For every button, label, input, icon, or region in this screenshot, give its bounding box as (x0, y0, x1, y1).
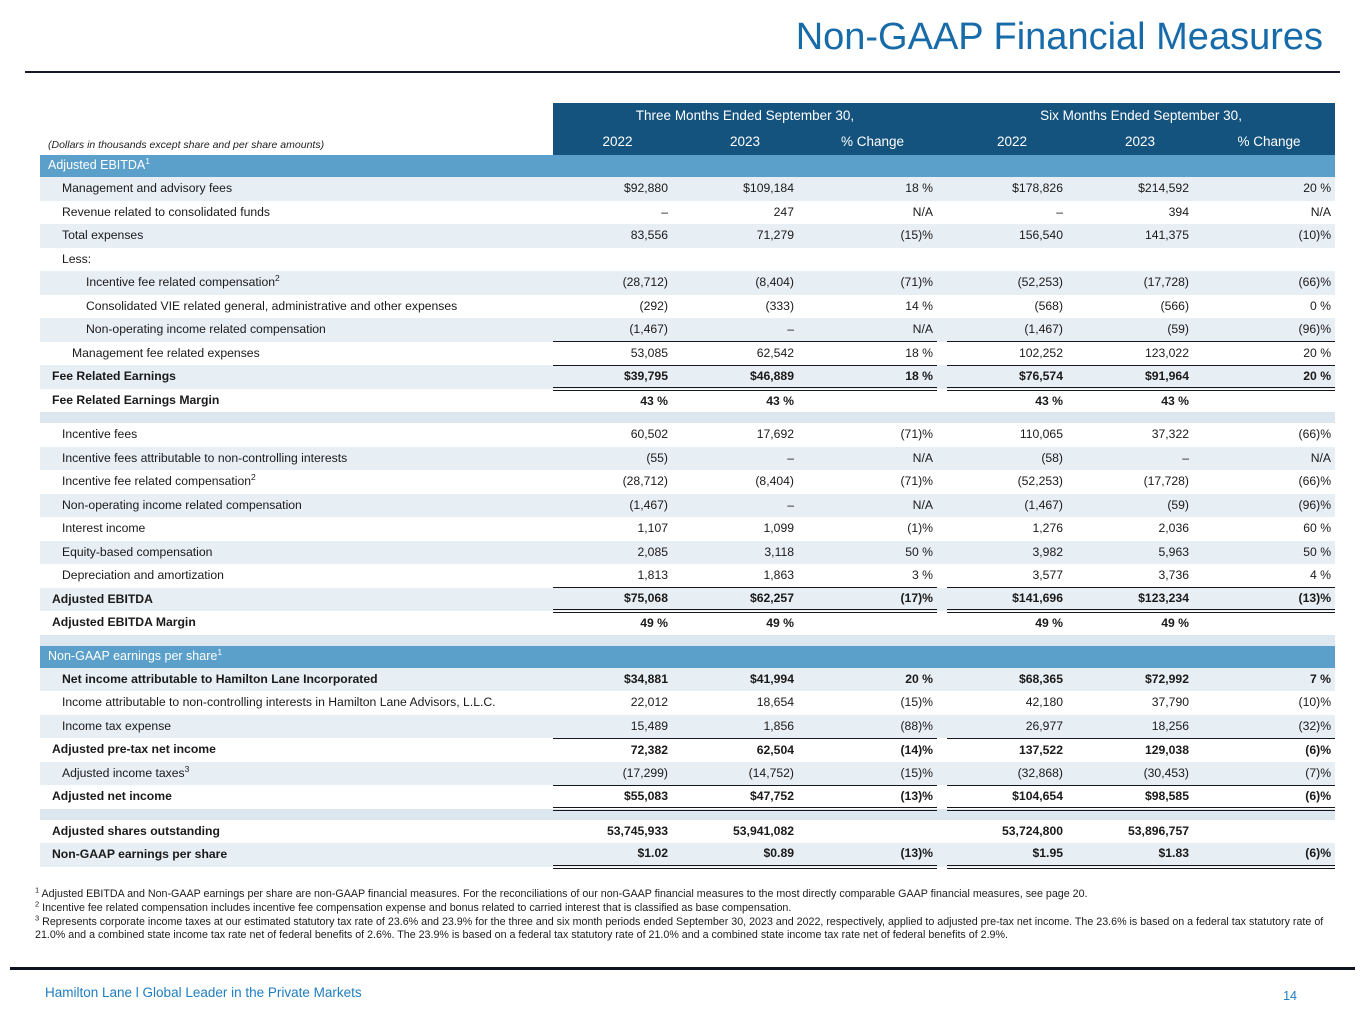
cell: (8,404) (682, 470, 808, 494)
cell: 3,736 (1077, 564, 1203, 588)
row-label: Equity-based compensation (40, 541, 553, 565)
cell: 1,863 (682, 564, 808, 588)
cell: 37,790 (1077, 691, 1203, 715)
cell: (292) (553, 295, 682, 319)
table-row (40, 271, 1335, 295)
row-label: Fee Related Earnings (40, 365, 553, 389)
column-gap (937, 691, 947, 715)
row-label: Incentive fee related compensation$^2$ (40, 470, 553, 494)
header-gap (937, 103, 947, 128)
footnote: $^3$ Represents corporate income taxes at our estimated statutory tax rate of 23.6% and 23.9% for the three and six month periods ended September 30, 2023 and 2022, respectively, applied to adjusted pre-tax net income. The 23.6% is based on a federal tax statutory rate of 21.0% and a combined state income tax rate net of federal benefits of 2.6%. The 23.9% is based on a federal tax statutory rate of 21.0% and a combined state income tax rate net of federal benefits of 2.9%. (35, 913, 1324, 942)
cell: (14,752) (682, 762, 808, 786)
column-gap (937, 295, 947, 319)
row-label: Less: (40, 248, 553, 272)
column-gap (937, 588, 947, 612)
cell: (6)% (1203, 785, 1335, 809)
cell: 4 % (1203, 564, 1335, 588)
cell: (32,868) (947, 762, 1077, 786)
cell: $1.95 (947, 843, 1077, 867)
column-gap (937, 224, 947, 248)
cell: 49 % (682, 611, 808, 635)
column-gap (937, 271, 947, 295)
cell: 62,542 (682, 342, 808, 366)
table-row (40, 365, 1335, 389)
cell: (55) (553, 447, 682, 471)
footnote: $^1$ Adjusted EBITDA and Non-GAAP earnings per share are non-GAAP financial measures. For the reconciliations of our non-GAAP financial measures to the most directly comparable GAAP financial measures, see page 20. (35, 885, 1088, 900)
cell: $178,826 (947, 177, 1077, 201)
column-gap (937, 738, 947, 762)
col-group-three-months: Three Months Ended September 30, (553, 103, 937, 128)
table-row (40, 517, 1335, 541)
table-row (40, 224, 1335, 248)
cell: (10)% (1203, 224, 1335, 248)
column-gap (937, 668, 947, 692)
cell: 83,556 (553, 224, 682, 248)
cell: 43 % (1077, 389, 1203, 413)
table-row (40, 389, 1335, 413)
row-label: Adjusted net income (40, 785, 553, 809)
cell (1203, 248, 1335, 272)
row-label: Incentive fees (40, 423, 553, 447)
column-gap (937, 447, 947, 471)
table-row (40, 738, 1335, 762)
cell: 18 % (808, 365, 937, 389)
cell: 50 % (1203, 541, 1335, 565)
cell: (1,467) (947, 318, 1077, 342)
cell: $41,994 (682, 668, 808, 692)
cell: N/A (808, 201, 937, 225)
cell: 394 (1077, 201, 1203, 225)
cell: 5,963 (1077, 541, 1203, 565)
cell: (14)% (808, 738, 937, 762)
cell: – (947, 201, 1077, 225)
row-label: Incentive fee related compensation$^2$ (40, 271, 553, 295)
column-gap (937, 470, 947, 494)
column-header-row (40, 128, 1335, 155)
cell (1077, 248, 1203, 272)
cell (1203, 611, 1335, 635)
row-label: Income attributable to non-controlling interests in Hamilton Lane Advisors, L.L.C. (40, 691, 553, 715)
table-header (40, 103, 1335, 155)
row-label: Fee Related Earnings Margin (40, 389, 553, 413)
table-row (40, 762, 1335, 786)
cell: $214,592 (1077, 177, 1203, 201)
cell: 60,502 (553, 423, 682, 447)
row-label: Adjusted pre-tax net income (40, 738, 553, 762)
cell: 53,745,933 (553, 820, 682, 844)
row-label: Non-operating income related compensation (40, 494, 553, 518)
cell: 15,489 (553, 715, 682, 739)
cell: 53,085 (553, 342, 682, 366)
table-row (40, 248, 1335, 272)
cell: 53,941,082 (682, 820, 808, 844)
cell: (15)% (808, 762, 937, 786)
column-gap (937, 843, 947, 867)
cell: 43 % (682, 389, 808, 413)
cell: 43 % (553, 389, 682, 413)
cell: (32)% (1203, 715, 1335, 739)
row-label: Non-operating income related compensation (40, 318, 553, 342)
cell: N/A (808, 447, 937, 471)
cell: 17,692 (682, 423, 808, 447)
cell: $123,234 (1077, 588, 1203, 612)
column-gap (937, 389, 947, 413)
cell: 137,522 (947, 738, 1077, 762)
cell: 3 % (808, 564, 937, 588)
cell: $68,365 (947, 668, 1077, 692)
spacer-row (40, 412, 1335, 423)
cell: – (1077, 447, 1203, 471)
cell: (17,728) (1077, 271, 1203, 295)
cell: 20 % (1203, 342, 1335, 366)
cell: 72,382 (553, 738, 682, 762)
spacer-row (40, 809, 1335, 820)
table-row (40, 541, 1335, 565)
cell: 22,012 (553, 691, 682, 715)
row-label: Adjusted EBITDA Margin (40, 611, 553, 635)
cell: (13)% (808, 843, 937, 867)
spacer (40, 809, 1335, 820)
row-label: Management and advisory fees (40, 177, 553, 201)
column-gap (937, 541, 947, 565)
title-divider (25, 71, 1340, 73)
row-label: Adjusted income taxes$^3$ (40, 762, 553, 786)
cell: (71)% (808, 470, 937, 494)
cell: 156,540 (947, 224, 1077, 248)
column-gap (937, 201, 947, 225)
cell: (59) (1077, 494, 1203, 518)
cell: (96)% (1203, 318, 1335, 342)
cell: 141,375 (1077, 224, 1203, 248)
cell: (66)% (1203, 470, 1335, 494)
column-gap (937, 248, 947, 272)
cell: – (682, 318, 808, 342)
spacer (40, 412, 1335, 423)
cell: $72,992 (1077, 668, 1203, 692)
cell: $47,752 (682, 785, 808, 809)
cell: (88)% (808, 715, 937, 739)
cell: 1,107 (553, 517, 682, 541)
table-row (40, 668, 1335, 692)
cell: (17)% (808, 588, 937, 612)
row-label: Incentive fees attributable to non-controlling interests (40, 447, 553, 471)
cell (808, 611, 937, 635)
financial-table (40, 103, 1335, 869)
cell: 20 % (1203, 365, 1335, 389)
cell (808, 389, 937, 413)
cell: – (682, 447, 808, 471)
col-group-six-months: Six Months Ended September 30, (947, 103, 1335, 128)
col-header-2022-6m: 2022 (947, 128, 1077, 155)
cell: (59) (1077, 318, 1203, 342)
column-gap (937, 715, 947, 739)
cell: $109,184 (682, 177, 808, 201)
cell: 0 % (1203, 295, 1335, 319)
cell: (1,467) (553, 318, 682, 342)
cell: N/A (1203, 201, 1335, 225)
column-gap (937, 342, 947, 366)
row-label: Adjusted shares outstanding (40, 820, 553, 844)
cell: 18,654 (682, 691, 808, 715)
header-corner (40, 103, 553, 128)
cell: 2,036 (1077, 517, 1203, 541)
cell: $98,585 (1077, 785, 1203, 809)
table-row (40, 201, 1335, 225)
cell: $34,881 (553, 668, 682, 692)
cell: 247 (682, 201, 808, 225)
cell: $1.02 (553, 843, 682, 867)
cell: 102,252 (947, 342, 1077, 366)
cell: 2,085 (553, 541, 682, 565)
page-title: Non-GAAP Financial Measures (795, 16, 1323, 58)
column-group-row (40, 103, 1335, 128)
cell: (6)% (1203, 738, 1335, 762)
table-row (40, 494, 1335, 518)
cell: (15)% (808, 224, 937, 248)
cell: 60 % (1203, 517, 1335, 541)
section-header-row (40, 155, 1335, 177)
column-gap (937, 318, 947, 342)
section-title: Non-GAAP earnings per share$^1$ (40, 646, 1335, 668)
cell: (7)% (1203, 762, 1335, 786)
cell: 50 % (808, 541, 937, 565)
units-note: (Dollars in thousands except share and per share amounts) (40, 128, 553, 155)
column-gap (937, 564, 947, 588)
cell: $75,068 (553, 588, 682, 612)
table-row (40, 843, 1335, 867)
cell: 14 % (808, 295, 937, 319)
cell: (52,253) (947, 271, 1077, 295)
row-label: Income tax expense (40, 715, 553, 739)
cell: (30,453) (1077, 762, 1203, 786)
cell: 1,099 (682, 517, 808, 541)
row-label: Net income attributable to Hamilton Lane Incorporated (40, 668, 553, 692)
cell: 3,118 (682, 541, 808, 565)
cell: (333) (682, 295, 808, 319)
column-gap (937, 762, 947, 786)
cell: 129,038 (1077, 738, 1203, 762)
column-gap (937, 365, 947, 389)
cell: (8,404) (682, 271, 808, 295)
cell (682, 248, 808, 272)
footnotes (35, 885, 1337, 943)
cell: (1)% (808, 517, 937, 541)
spacer (40, 635, 1335, 646)
cell: (13)% (808, 785, 937, 809)
cell: 7 % (1203, 668, 1335, 692)
table-row (40, 611, 1335, 635)
table-row (40, 470, 1335, 494)
cell: N/A (1203, 447, 1335, 471)
cell (553, 248, 682, 272)
cell: – (682, 494, 808, 518)
cell: 123,022 (1077, 342, 1203, 366)
cell: 1,813 (553, 564, 682, 588)
cell: (58) (947, 447, 1077, 471)
cell: $55,083 (553, 785, 682, 809)
cell: (28,712) (553, 470, 682, 494)
col-header-change-6m: % Change (1203, 128, 1335, 155)
cell: 62,504 (682, 738, 808, 762)
section-header-row (40, 646, 1335, 668)
table-row (40, 588, 1335, 612)
footer-divider (10, 967, 1355, 970)
row-label: Non-GAAP earnings per share (40, 843, 553, 867)
cell: (6)% (1203, 843, 1335, 867)
cell: 20 % (1203, 177, 1335, 201)
cell: 42,180 (947, 691, 1077, 715)
cell: (66)% (1203, 271, 1335, 295)
spacer-row (40, 635, 1335, 646)
cell: $46,889 (682, 365, 808, 389)
cell: 43 % (947, 389, 1077, 413)
row-label: Total expenses (40, 224, 553, 248)
cell: (1,467) (553, 494, 682, 518)
cell: $104,654 (947, 785, 1077, 809)
table-row (40, 715, 1335, 739)
cell: 18 % (808, 342, 937, 366)
column-gap (937, 611, 947, 635)
column-gap (937, 423, 947, 447)
footer-brand: Hamilton Lane l Global Leader in the Private Markets (45, 985, 362, 1000)
cell: 49 % (553, 611, 682, 635)
cell: (71)% (808, 423, 937, 447)
table-row (40, 295, 1335, 319)
section-title: Adjusted EBITDA$^1$ (40, 155, 1335, 177)
cell: (96)% (1203, 494, 1335, 518)
cell (947, 248, 1077, 272)
cell: 18 % (808, 177, 937, 201)
column-gap (937, 177, 947, 201)
row-label: Depreciation and amortization (40, 564, 553, 588)
column-gap (937, 785, 947, 809)
table-row (40, 564, 1335, 588)
table-row (40, 423, 1335, 447)
cell: (66)% (1203, 423, 1335, 447)
cell: (10)% (1203, 691, 1335, 715)
cell: $39,795 (553, 365, 682, 389)
cell: $0.89 (682, 843, 808, 867)
table-row (40, 318, 1335, 342)
row-label: Adjusted EBITDA (40, 588, 553, 612)
cell: 3,982 (947, 541, 1077, 565)
cell: 49 % (1077, 611, 1203, 635)
table-row (40, 785, 1335, 809)
row-label: Management fee related expenses (40, 342, 553, 366)
table-row (40, 691, 1335, 715)
cell: 71,279 (682, 224, 808, 248)
cell: (52,253) (947, 470, 1077, 494)
cell: 1,856 (682, 715, 808, 739)
col-header-2023-3m: 2023 (682, 128, 808, 155)
cell: (28,712) (553, 271, 682, 295)
cell: (13)% (1203, 588, 1335, 612)
cell: (568) (947, 295, 1077, 319)
header-gap (937, 128, 947, 155)
column-gap (937, 820, 947, 844)
cell: 1,276 (947, 517, 1077, 541)
cell: $1.83 (1077, 843, 1203, 867)
cell (808, 820, 937, 844)
row-label: Revenue related to consolidated funds (40, 201, 553, 225)
column-gap (937, 517, 947, 541)
cell: 18,256 (1077, 715, 1203, 739)
cell (1203, 389, 1335, 413)
row-label: Consolidated VIE related general, administrative and other expenses (40, 295, 553, 319)
cell (808, 248, 937, 272)
footnote: $^2$ Incentive fee related compensation includes incentive fee compensation expense and bonus related to carried interest that is classified as base compensation. (35, 899, 792, 914)
cell: (71)% (808, 271, 937, 295)
page-number: 14 (1283, 989, 1297, 1003)
table-row (40, 342, 1335, 366)
cell: N/A (808, 318, 937, 342)
cell: 37,322 (1077, 423, 1203, 447)
cell: $92,880 (553, 177, 682, 201)
cell: 53,724,800 (947, 820, 1077, 844)
cell: 26,977 (947, 715, 1077, 739)
cell: $141,696 (947, 588, 1077, 612)
cell: 20 % (808, 668, 937, 692)
table-body (40, 155, 1335, 867)
cell (1203, 820, 1335, 844)
table-row (40, 177, 1335, 201)
col-header-2022-3m: 2022 (553, 128, 682, 155)
cell: 110,065 (947, 423, 1077, 447)
cell: $91,964 (1077, 365, 1203, 389)
cell: 3,577 (947, 564, 1077, 588)
row-label: Interest income (40, 517, 553, 541)
column-gap (937, 494, 947, 518)
table-row (40, 447, 1335, 471)
table-row (40, 820, 1335, 844)
cell: $62,257 (682, 588, 808, 612)
cell: 49 % (947, 611, 1077, 635)
cell: (15)% (808, 691, 937, 715)
col-header-2023-6m: 2023 (1077, 128, 1203, 155)
col-header-change-3m: % Change (808, 128, 937, 155)
cell: (17,728) (1077, 470, 1203, 494)
cell: (17,299) (553, 762, 682, 786)
cell: 53,896,757 (1077, 820, 1203, 844)
cell: – (553, 201, 682, 225)
cell: N/A (808, 494, 937, 518)
cell: (1,467) (947, 494, 1077, 518)
cell: (566) (1077, 295, 1203, 319)
cell: $76,574 (947, 365, 1077, 389)
